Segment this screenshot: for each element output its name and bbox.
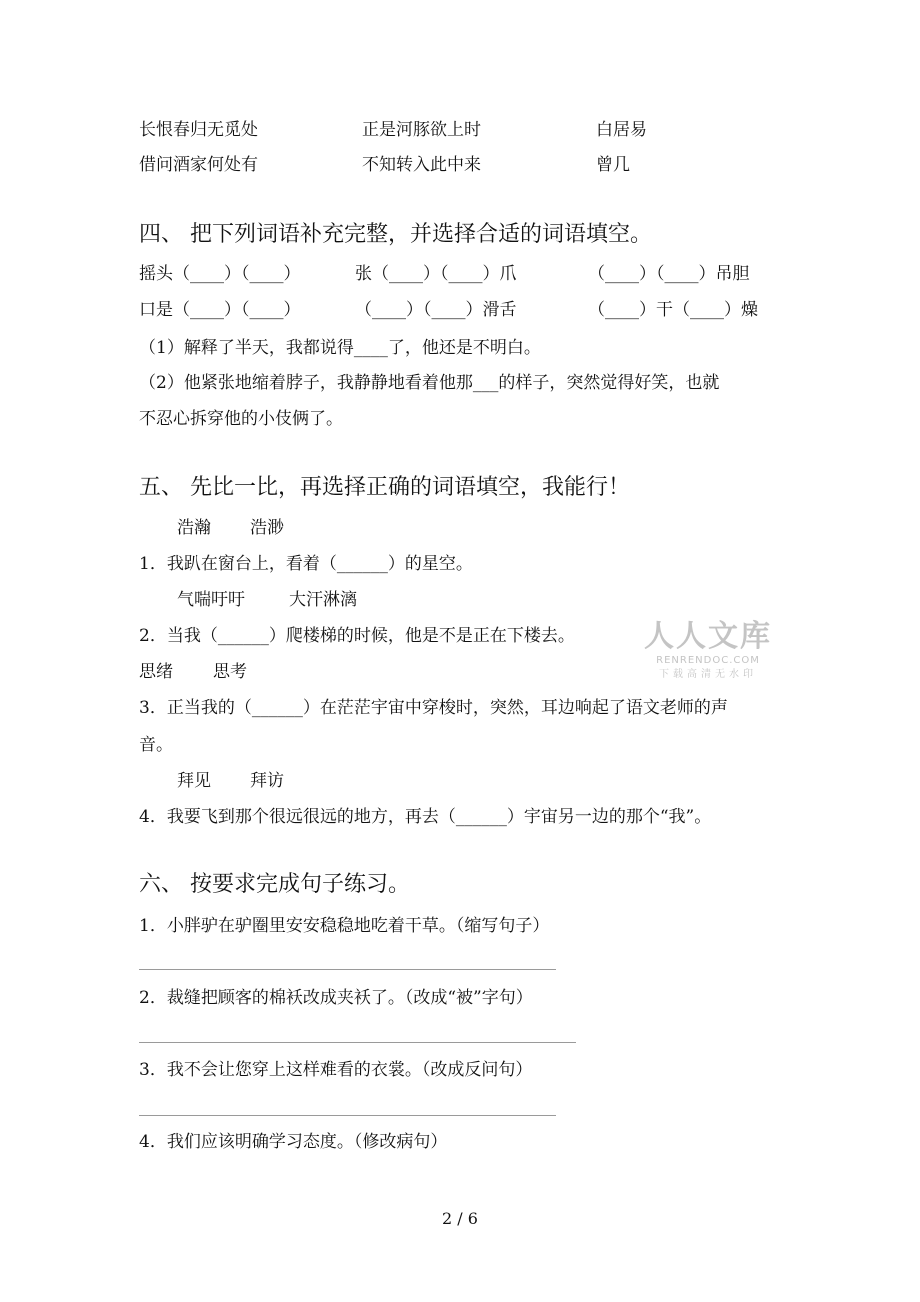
- section-5-question-1: 1．我趴在窗台上，看着（______）的星空。: [139, 554, 473, 574]
- option-word: 浩渺: [250, 518, 284, 538]
- poem-author-1: 白居易: [596, 120, 647, 140]
- section-4-question-2: （2）他紧张地缩着脖子，我静静地看着他那___的样子，突然觉得好笑，也就: [139, 373, 720, 393]
- word-fill-2: 张（____）（____）爪: [355, 264, 517, 284]
- option-word: 大汗淋漓: [289, 590, 357, 610]
- watermark-tagline: 下载高清无水印: [659, 669, 757, 680]
- poem-line-1-b: 正是河豚欲上时: [362, 120, 481, 140]
- word-fill-6: （____）干（____）燥: [588, 300, 758, 320]
- section-4-question-2-cont: 不忍心拆穿他的小伎俩了。: [139, 409, 343, 429]
- section-4-question-1: （1）解释了半天，我都说得____了，他还是不明白。: [139, 338, 541, 358]
- section-6-item-3: 3．我不会让您穿上这样难看的衣裳。（改成反问句）: [139, 1060, 533, 1080]
- section-6-item-2: 2．裁缝把顾客的棉袄改成夹袄了。（改成“被”字句）: [139, 988, 533, 1008]
- section-5-question-2: 2．当我（______）爬楼梯的时候，他是不是正在下楼去。: [139, 626, 575, 646]
- page-number: 2 / 6: [442, 1209, 478, 1228]
- poem-author-2: 曾几: [596, 155, 630, 175]
- word-fill-4: 口是（____）（____）: [139, 300, 301, 320]
- section-5-heading: 五、 先比一比，再选择正确的词语填空，我能行！: [139, 475, 630, 500]
- poem-line-2-b: 不知转入此中来: [362, 155, 481, 175]
- watermark-logo: [644, 620, 772, 682]
- section-4-heading: 四、 把下列词语补充完整，并选择合适的词语填空。: [139, 222, 652, 247]
- answer-line-3: [139, 1115, 556, 1116]
- option-word: 浩瀚: [177, 518, 211, 538]
- section-6-item-4: 4．我们应该明确学习态度。（修改病句）: [139, 1132, 448, 1152]
- option-word: 气喘吁吁: [177, 590, 245, 610]
- section-5-question-3-cont: 音。: [139, 735, 173, 755]
- option-word: 思绪: [139, 662, 173, 682]
- watermark-domain: RENRENDOC.COM: [656, 655, 760, 666]
- section-6-heading: 六、 按要求完成句子练习。: [139, 872, 410, 897]
- answer-line-1: [139, 969, 556, 970]
- word-fill-3: （____）（____）吊胆: [588, 264, 750, 284]
- section-5-question-4: 4．我要飞到那个很远很远的地方，再去（______）宇宙另一边的那个“我”。: [139, 807, 712, 827]
- word-fill-5: （____）（____）滑舌: [355, 300, 517, 320]
- option-word: 思考: [213, 662, 247, 682]
- poem-line-2-a: 借问酒家何处有: [139, 155, 258, 175]
- option-word: 拜见: [177, 771, 211, 791]
- option-word: 拜访: [250, 771, 284, 791]
- watermark-brand: 人人文库: [644, 619, 772, 654]
- section-5-question-3: 3．正当我的（______）在茫茫宇宙中穿梭时，突然，耳边响起了语文老师的声: [139, 698, 728, 718]
- section-6-item-1: 1．小胖驴在驴圈里安安稳稳地吃着干草。（缩写句子）: [139, 916, 550, 936]
- poem-line-1-a: 长恨春归无觅处: [139, 120, 258, 140]
- word-fill-1: 摇头（____）（____）: [139, 264, 301, 284]
- answer-line-2: [139, 1042, 576, 1043]
